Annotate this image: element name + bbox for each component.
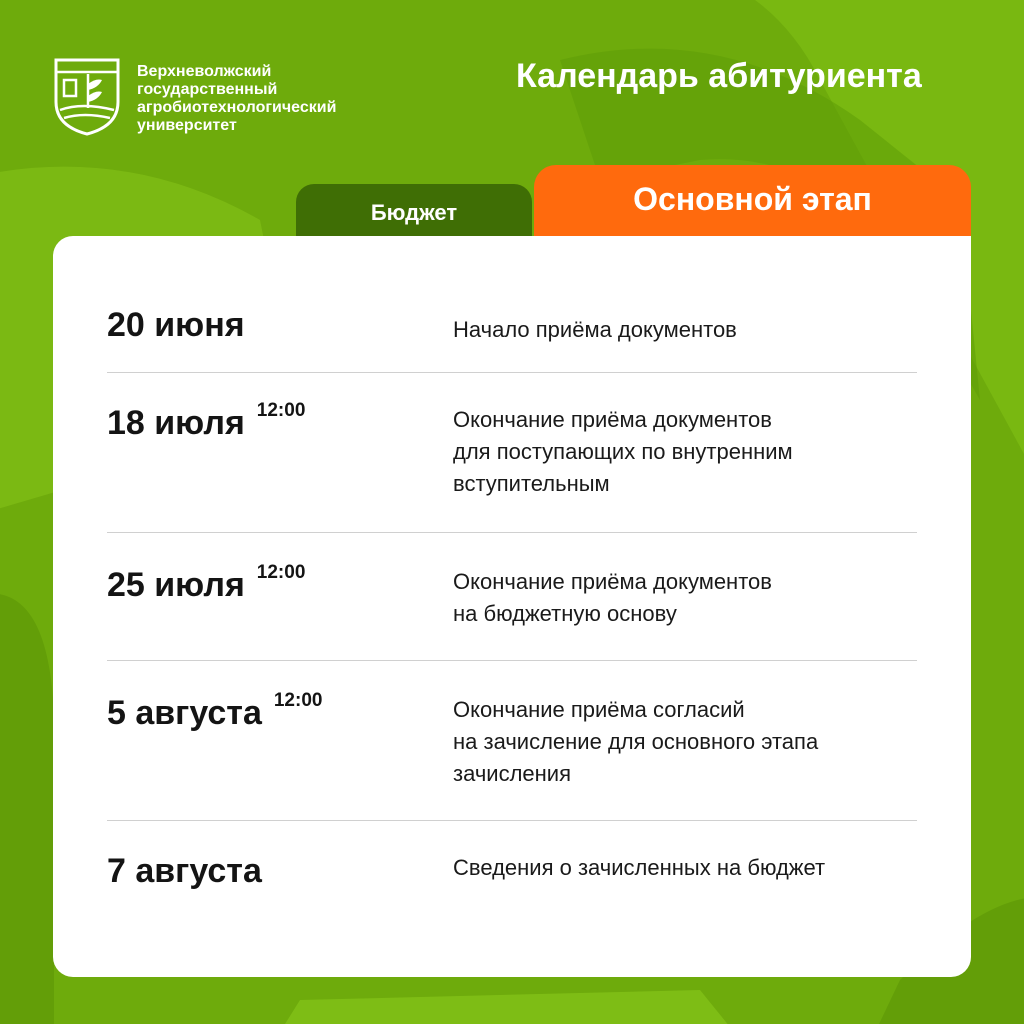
university-name-line: университет [137, 117, 237, 134]
event-description [453, 404, 923, 500]
event-time: 12:00 [273, 690, 323, 711]
event-date-text: 20 июня [107, 306, 245, 344]
event-description-line: вступительным [453, 471, 610, 496]
event-row [107, 400, 917, 533]
event-description [453, 566, 923, 630]
calendar-card [53, 236, 971, 977]
event-description-line: Окончание приёма документов [453, 407, 772, 432]
event-row [107, 306, 917, 373]
event-date [107, 562, 306, 605]
university-name-line: агробиотехнологический [137, 99, 337, 116]
event-date [107, 400, 306, 443]
event-description-line: Сведения о зачисленных на бюджет [453, 855, 826, 880]
event-description-line: Окончание приёма документов [453, 569, 772, 594]
university-name-line: государственный [137, 81, 278, 98]
university-name-line: Верхневолжский [137, 63, 272, 80]
event-date [107, 306, 245, 345]
event-date [107, 690, 323, 733]
event-description-line: зачисления [453, 761, 572, 786]
event-date-text: 5 августа [107, 694, 262, 732]
university-logo-icon [52, 56, 122, 136]
event-description-line: на бюджетную основу [453, 601, 677, 626]
event-row [107, 562, 917, 661]
event-row [107, 852, 917, 912]
tab-main-stage[interactable]: Основной этап [534, 165, 971, 240]
tab-budget[interactable]: Бюджет [296, 184, 532, 240]
event-description-line: Начало приёма документов [453, 317, 737, 342]
event-date [107, 852, 262, 891]
event-description [453, 314, 923, 346]
event-description-line: на зачисление для основного этапа [453, 729, 819, 754]
event-description-line: для поступающих по внутренним [453, 439, 793, 464]
event-date-text: 25 июля [107, 566, 245, 604]
page-title: Календарь абитуриента [516, 57, 922, 95]
university-name [137, 63, 397, 135]
event-description [453, 694, 923, 790]
event-description [453, 852, 923, 884]
event-description-line: Окончание приёма согласий [453, 697, 745, 722]
event-time: 12:00 [256, 400, 306, 421]
event-date-text: 18 июля [107, 404, 245, 442]
event-date-text: 7 августа [107, 852, 262, 890]
event-time: 12:00 [256, 562, 306, 583]
event-row [107, 690, 917, 821]
